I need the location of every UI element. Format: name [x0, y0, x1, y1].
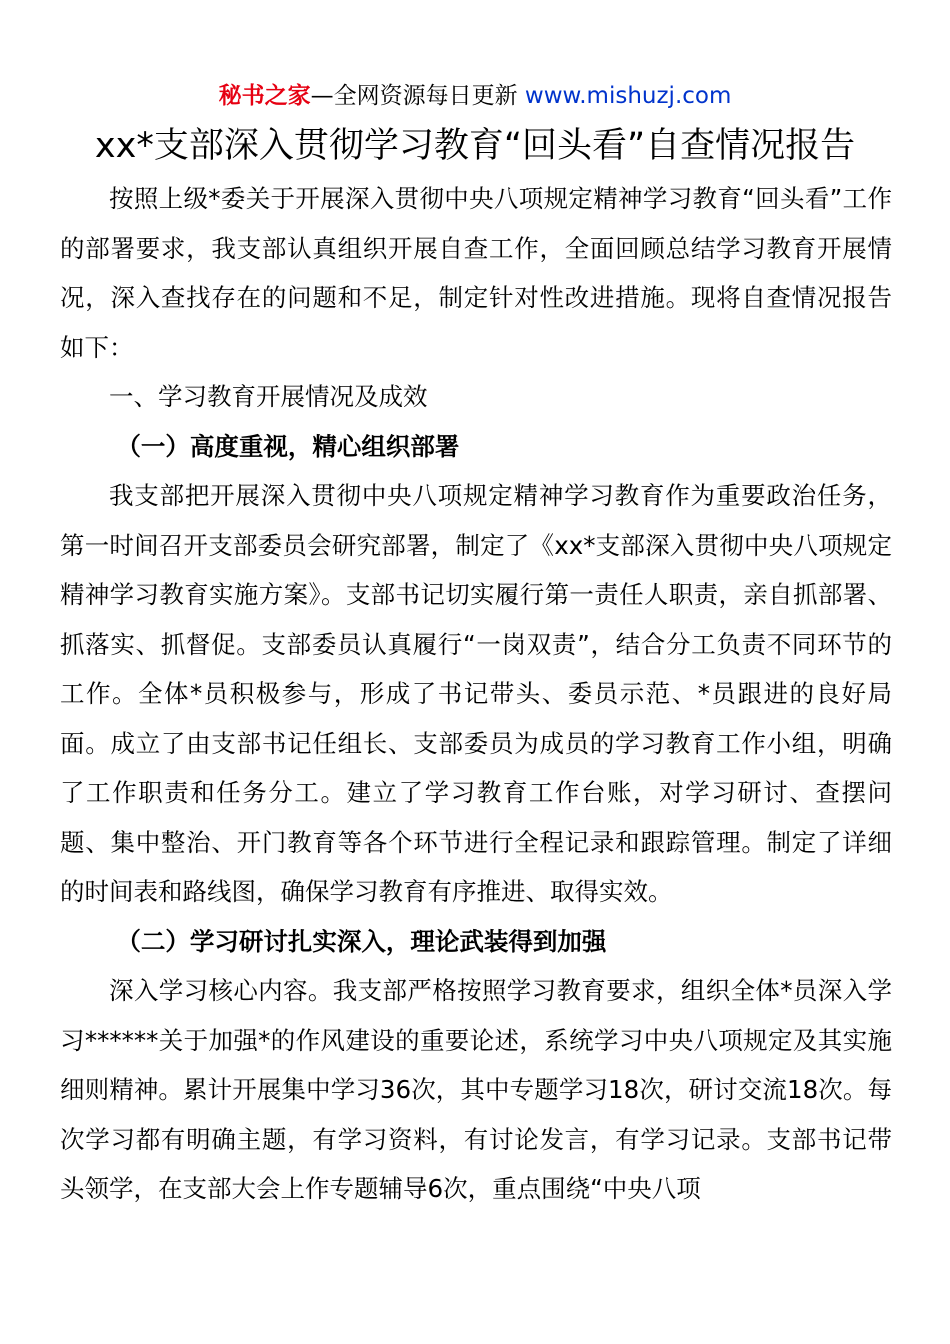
intro-paragraph: 按照上级*委关于开展深入贯彻中央八项规定精神学习教育“回头看”工作的部署要求，我支部认真组织开展自查工作，全面回顾总结学习教育开展情况，深入查找存在的问题和不足，制定针对性改进措施。现将自查情况报告如下： — [60, 184, 892, 362]
subsection-heading-2: （二）学习研讨扎实深入，理论武装得到加强 — [116, 926, 607, 956]
document-body — [60, 174, 892, 1214]
document-title: xx*支部深入贯彻学习教育“回头看”自查情况报告 — [94, 126, 856, 166]
watermark-banner — [0, 80, 950, 112]
body-paragraph: 我支部把开展深入贯彻中央八项规定精神学习教育作为重要政治任务，第一时间召开支部委员会研究部署，制定了《xx*支部深入贯彻中央八项规定精神学习教育实施方案》。支部书记切实履行第一责任人职责，亲自抓部署、抓落实、抓督促。支部委员认真履行“一岗双责”，结合分工负责不同环节的工作。全体*员积极参与，形成了书记带头、委员示范、*员跟进的良好局面。成立了由支部书记任组长、支部委员为成员的学习教育工作小组，明确了工作职责和任务分工。建立了学习教育工作台账，对学习研讨、查摆问题、集中整治、开门教育等各个环节进行全程记录和跟踪管理。制定了详细的时间表和路线图，确保学习教育有序推进、取得实效。 — [60, 481, 892, 906]
subsection-heading-1: （一）高度重视，精心组织部署 — [116, 431, 460, 461]
section-heading-1: 一、学习教育开展情况及成效 — [109, 382, 428, 411]
watermark-tagline: —全网资源每日更新 — [310, 83, 525, 109]
body-paragraph: 深入学习核心内容。我支部严格按照学习教育要求，组织全体*员深入学习******关于加强*的作风建设的重要论述，系统学习中央八项规定及其实施细则精神。累计开展集中学习36次，其中专题学习18次，研讨交流18次。每次学习都有明确主题，有学习资料，有讨论发言，有学习记录。支部书记带头领学，在支部大会上作专题辅导6次，重点围绕“中央八项 — [60, 976, 892, 1203]
watermark-url[interactable]: www.mishuzj.com — [524, 83, 732, 109]
watermark-brand: 秘书之家 — [218, 83, 311, 109]
